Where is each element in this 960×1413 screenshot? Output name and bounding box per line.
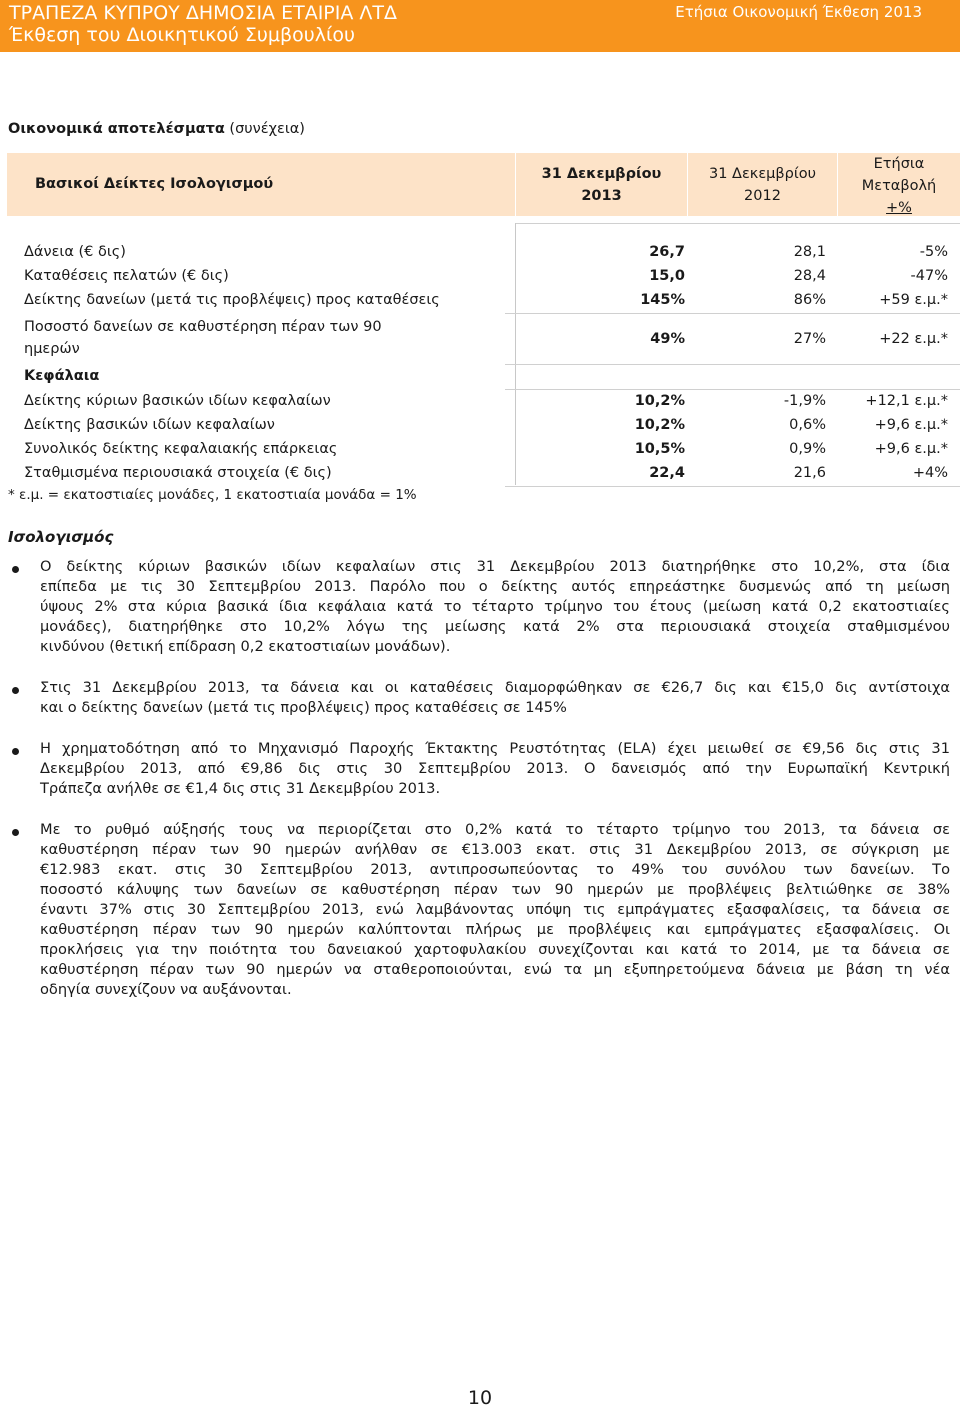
- value-change: -5%: [919, 244, 948, 260]
- value-2013: 26,7: [649, 244, 685, 260]
- row-divider: [505, 364, 960, 365]
- paragraph: [40, 739, 950, 799]
- value-change: -47%: [910, 268, 948, 284]
- value-2012: 86%: [793, 292, 826, 308]
- section-title-main: Οικονομικά αποτελέσματα: [8, 121, 225, 137]
- paragraph-line: Τράπεζα ανήλθε σε €1,4 δις στις 31 Δεκεμβρίου 2013.: [40, 780, 441, 797]
- value-2013: 145%: [640, 292, 685, 308]
- row-label: Δείκτης βασικών ιδίων κεφαλαίων: [24, 417, 275, 433]
- row-label: Καταθέσεις πελατών (€ δις): [24, 268, 229, 284]
- row-divider: [505, 313, 960, 314]
- paragraph: [40, 557, 950, 657]
- paragraph-line: €12.983 εκατ. στις 30 Σεπτεμβρίου 2013, αντιπροσωπεύοντας το 49% του συνόλου των δανείων. Το: [40, 861, 950, 878]
- paragraph-line: Με το ρυθμό αύξησής τους να περιορίζεται στο 0,2% κατά το τέταρτο τρίμηνο του 2013, τα δάνεια σε: [40, 821, 950, 838]
- row-label: Δείκτης δανείων (μετά τις προβλέψεις) προς καταθέσεις: [24, 292, 440, 308]
- row-label: Συνολικός δείκτης κεφαλαιακής επάρκειας: [24, 441, 338, 457]
- company-name: ΤΡΑΠΕΖΑ ΚΥΠΡΟΥ ΔΗΜΟΣΙΑ ΕΤΑΙΡΙΑ ΛΤΔ: [9, 2, 398, 24]
- row-label: Δείκτης κύριων βασικών ιδίων κεφαλαίων: [24, 393, 331, 409]
- paragraph-line: έναντι 37% στις 30 Σεπτεμβρίου 2013, ενώ λαμβάνοντας υπόψη τις εμπράγματες εξασφαλίσεις, τα δάνεια σε: [40, 901, 950, 918]
- col-header-change-line1: Ετήσια: [873, 156, 925, 172]
- row-divider: [505, 486, 960, 487]
- page-header: [0, 0, 960, 52]
- value-2012: 28,1: [793, 244, 826, 260]
- value-2012: -1,9%: [783, 393, 826, 409]
- table-spacer: [515, 223, 960, 241]
- value-change: +59 ε.μ.*: [879, 292, 948, 308]
- paragraph-line: Η χρηματοδότηση από το Μηχανισμό Παροχής Έκτακτης Ρευστότητας (ELA) έχει μειωθεί σε €9,56 δις στις 31: [40, 740, 950, 757]
- paragraph-line: ύψους 2% στα κύρια βασικά ίδια κεφάλαια κατά το τέταρτο τρίμηνο του έτους (μείωση κατά 0,2 εκατοστιαίες: [40, 598, 950, 615]
- value-change: +9,6 ε.μ.*: [874, 441, 948, 457]
- paragraph-line: καθυστέρηση πέραν των 90 ημερών ανήλθαν σε €13.003 εκατ. στις 31 Δεκεμβρίου 2013, σε σύγκριση με: [40, 841, 950, 858]
- value-change: +22 ε.μ.*: [879, 331, 948, 347]
- value-2012: 0,6%: [789, 417, 826, 433]
- paragraph-line: προκλήσεις για την ποιότητα του δανειακού χαρτοφυλακίου συνεχίζονται και κατά το 2014, με τα δάνεια σε: [40, 941, 950, 958]
- paragraph-line: οδηγία συνεχίζουν να αυξάνονται.: [40, 981, 292, 998]
- page-number: 10: [467, 1387, 493, 1409]
- bullet-icon: [12, 687, 19, 694]
- col-header-2013-line1: 31 Δεκεμβρίου: [541, 166, 662, 182]
- col-header-change: [837, 153, 960, 216]
- paragraph-line: Στις 31 Δεκεμβρίου 2013, τα δάνεια και οι καταθέσεις διαμορφώθηκαν σε €26,7 δις και €15,0 δις αντίστοιχα: [40, 679, 950, 696]
- section-title: [8, 121, 305, 137]
- paragraph-line: επίπεδα με τις 30 Σεπτεμβρίου 2013. Παρόλο που ο δείκτης αυτός επηρεάστηκε δυσμενώς από τη μείωση: [40, 578, 950, 595]
- col-header-2012: [687, 153, 837, 216]
- bullet-icon: [12, 748, 19, 755]
- col-header-2013: [515, 153, 687, 216]
- bullet-icon: [12, 566, 19, 573]
- value-2013: 10,5%: [634, 441, 685, 457]
- col-header-2012-line2: 2012: [744, 188, 781, 204]
- col-header-2013-line2: 2013: [581, 188, 622, 204]
- value-2013: 22,4: [649, 465, 685, 481]
- capital-heading: Κεφάλαια: [24, 368, 100, 384]
- value-2013: 15,0: [649, 268, 685, 284]
- paragraph-line: ποσοστό κάλυψης των δανείων σε καθυστέρηση πέραν των 90 ημερών με προβλέψεις βελτιώθηκε σε 38%: [40, 881, 950, 898]
- value-2013: 10,2%: [634, 393, 685, 409]
- row-label: Ποσοστό δανείων σε καθυστέρηση πέραν των 90: [24, 319, 382, 335]
- row-label-cont: ημερών: [24, 341, 80, 357]
- value-2012: 0,9%: [789, 441, 826, 457]
- bullet-icon: [12, 829, 19, 836]
- paragraph-line: καθυστέρηση πέραν των 90 ημερών να σταθεροποιούνται, ενώ τα μη εξυπηρετούμενα δάνεια με βάση τη νέα: [40, 961, 950, 978]
- report-title: Ετήσια Οικονομική Έκθεση 2013: [675, 3, 922, 21]
- section-title-suffix: (συνέχεια): [224, 121, 305, 137]
- col-header-change-line2: Μεταβολή: [861, 178, 937, 194]
- paragraph: [40, 820, 950, 1000]
- col-header-2012-line1: 31 Δεκεμβρίου: [708, 166, 817, 182]
- value-2013: 10,2%: [634, 417, 685, 433]
- balance-sheet-title: Ισολογισμός: [8, 528, 114, 546]
- row-divider: [505, 389, 960, 390]
- paragraph-line: και ο δείκτης δανείων (μετά τις προβλέψεις) προς καταθέσεις σε 145%: [40, 699, 567, 716]
- value-change: +4%: [912, 465, 948, 481]
- value-2012: 27%: [793, 331, 826, 347]
- table-title: Βασικοί Δείκτες Ισολογισμού: [35, 176, 274, 192]
- value-change: +9,6 ε.μ.*: [874, 417, 948, 433]
- value-change: +12,1 ε.μ.*: [865, 393, 948, 409]
- value-2012: 21,6: [793, 465, 826, 481]
- row-label: Σταθμισμένα περιουσιακά στοιχεία (€ δις): [24, 465, 332, 481]
- value-2013: 49%: [650, 331, 685, 347]
- table-footnote: * ε.μ. = εκατοστιαίες μονάδες, 1 εκατοστιαία μονάδα = 1%: [8, 487, 417, 503]
- paragraph: [40, 678, 950, 718]
- paragraph-line: Ο δείκτης κύριων βασικών ιδίων κεφαλαίων στις 31 Δεκεμβρίου 2013 διατηρήθηκε στο 10,2%, στα ίδια: [40, 558, 950, 575]
- table-header: [7, 153, 960, 216]
- report-section-name: Έκθεση του Διοικητικού Συμβουλίου: [9, 24, 356, 46]
- paragraph-line: Δεκεμβρίου 2013, από €9,86 δις στις 30 Σεπτεμβρίου 2013. Ο δανεισμός από την Ευρωπαϊκή Κεντρική: [40, 760, 950, 777]
- row-label: Δάνεια (€ δις): [24, 244, 126, 260]
- paragraph-line: μονάδες), διατηρήθηκε στο 10,2% λόγω της μείωσης κατά 2% στα περιουσιακά στοιχεία σταθμισμένου: [40, 618, 950, 635]
- paragraph-line: κινδύνου (θετική επίδραση 0,2 εκατοστιαίων μονάδων).: [40, 638, 451, 655]
- col-header-change-line3: +%: [886, 200, 912, 216]
- paragraph-line: καθυστέρηση πέραν των 90 ημερών καλύπτονται πλήρως με προβλέψεις και εμπράγματες εξασφαλίσεις. Οι: [40, 921, 950, 938]
- value-2012: 28,4: [793, 268, 826, 284]
